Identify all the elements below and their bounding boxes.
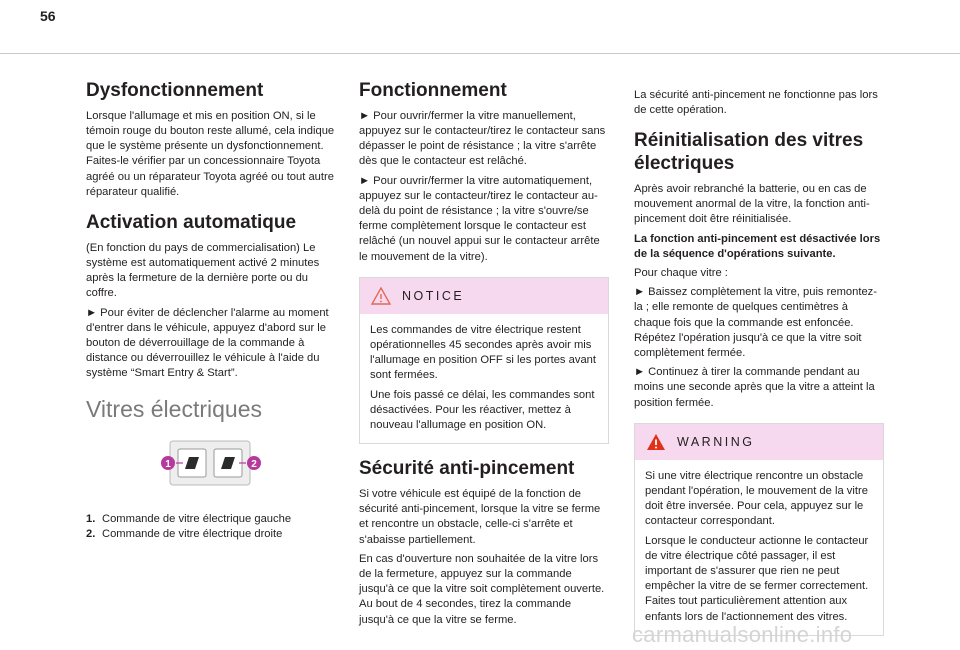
heading-activation-automatique: Activation automatique: [86, 212, 297, 234]
column-3: [634, 88, 884, 650]
heading-securite-anti-pincement: Sécurité anti-pincement: [359, 458, 575, 480]
footer-watermark-logo: carmanualsonline.info: [632, 622, 853, 647]
heading-dysfonctionnement: Dysfonctionnement: [86, 80, 264, 101]
warning-title: WARNING: [677, 434, 755, 449]
text-reinit-4: ► Continuez à tirer la commande pendant au moins une seconde après que la vitre a atteint la position fermée.: [634, 366, 875, 409]
callout-1-label: 1: [165, 459, 171, 471]
heading-vitres-electriques: Vitres électriques: [86, 395, 262, 422]
text-activation-2: ► Pour éviter de déclencher l'alarme au moment d'entrer dans le véhicule, appuyez d'abord sur le bouton de déverrouillage de la commande à distance ou déverrouillez le véhicule à l'aide du système “Smart Entry & Start”.: [86, 306, 329, 380]
notice-box: [359, 277, 609, 444]
text-dysfonctionnement: Lorsque l'allumage et mis en position ON, si le témoin rouge du bouton reste allumé, cela indique que le système présente un dysfonctionnement. Faites-le vérifier par un concessionnaire Toyota agréé ou un réparateur Toyota agréé ou tout autre réparateur qualifié.: [86, 109, 335, 198]
text-securite-2: En cas d'ouverture non souhaitée de la vitre lors de la fermeture, appuyez sur la commande jusqu'à ce que la vitre soit complètement ouverte. Au bout de 4 secondes, tirez la commande jusqu'à ce que la vitre se ferme.: [359, 552, 605, 626]
column-2: [359, 80, 609, 640]
window-switch-illustration: [86, 433, 336, 498]
text-fonctionnement-2: ► Pour ouvrir/fermer la vitre automatiquement, appuyez sur le contacteur/tirez le contacteur au-delà du point de résistance ; la vitre s'ouvre/se ferme complètement lorsque le contacteur est relâché (un nouvel appui sur le contacteur arrête le mouvement de la vitre).: [359, 174, 600, 263]
list-item: [86, 527, 336, 542]
warning-box: [634, 423, 884, 636]
text-securite-1: Si votre véhicule est équipé de la fonction de sécurité anti-pincement, lorsque la vitre se ferme et rencontre un obstacle, celle-ci s'arrête et s'abaisse partiellement.: [359, 488, 601, 546]
warning-text-2: Lorsque le conducteur actionne le contacteur de vitre électrique côté passager, il est important de s'assurer que rien ne peut empêcher la vitre de se fermer correctement. Faites tout particulièrement attention aux enfants lors de l'actionnement des vitres.: [645, 534, 869, 623]
page-number: 56: [40, 8, 56, 24]
top-divider: [0, 53, 960, 54]
text-reinit-3: ► Baissez complètement la vitre, puis remontez-la ; elle remonte de quelques centimètres à chaque fois que la commande est enfoncée. Répétez l'opération jusqu'à ce que la vitre soit complètement fermée.: [634, 286, 877, 360]
notice-icon: [360, 286, 402, 306]
notice-text-2: Une fois passé ce délai, les commandes sont désactivées. Pour les réactiver, mettez à nouveau l'allumage en position ON.: [370, 388, 595, 432]
heading-fonctionnement: Fonctionnement: [359, 80, 507, 101]
callout-2-label: 2: [251, 459, 257, 471]
warning-text-1: Si une vitre électrique rencontre un obstacle pendant l'opération, le mouvement de la vitre doit être inversée. Pour cela, appuyez sur le contacteur correspondant.: [645, 469, 868, 528]
text-reinit-2: Pour chaque vitre :: [634, 267, 728, 280]
heading-reinitialisation: Réinitialisation des vitres électriques: [634, 130, 864, 175]
text-fonctionnement-1: ► Pour ouvrir/fermer la vitre manuellement, appuyez sur le contacteur/tirez le contacteur sans dépasser le point de résistance ; la vitre s'arrête dès que le contacteur est relâché.: [359, 109, 606, 168]
list-item-number: 2.: [86, 528, 96, 541]
column-1: [86, 80, 336, 543]
text-reinit-1: Après avoir rebranché la batterie, ou en cas de mouvement anormal de la vitre, la fonction anti-pincement doit être réinitialisée.: [634, 183, 870, 226]
list-item-text: Commande de vitre électrique droite: [102, 528, 283, 541]
list-item: [86, 512, 336, 527]
notice-header: [360, 278, 608, 314]
legend-list: [86, 512, 336, 542]
notice-title: NOTICE: [402, 288, 465, 303]
warning-header: [635, 424, 883, 460]
text-reinit-bold: La fonction anti-pincement est désactivée lors de la séquence d'opérations suivante.: [634, 232, 881, 260]
notice-text-1: Les commandes de vitre électrique restent opérationnelles 45 secondes après avoir mis l'allumage en position OFF si les portes avant sont fermées.: [370, 323, 596, 382]
text-anti-pincement-note: La sécurité anti-pincement ne fonctionne pas lors de cette opération.: [634, 89, 878, 117]
window-switch-icon: [156, 433, 266, 493]
warning-icon: [635, 432, 677, 452]
list-item-number: 1.: [86, 513, 96, 526]
list-item-text: Commande de vitre électrique gauche: [102, 513, 292, 526]
text-activation-1: (En fonction du pays de commercialisation) Le système est automatiquement activé 2 minutes après la fermeture de la dernière porte ou du coffre.: [86, 241, 320, 300]
